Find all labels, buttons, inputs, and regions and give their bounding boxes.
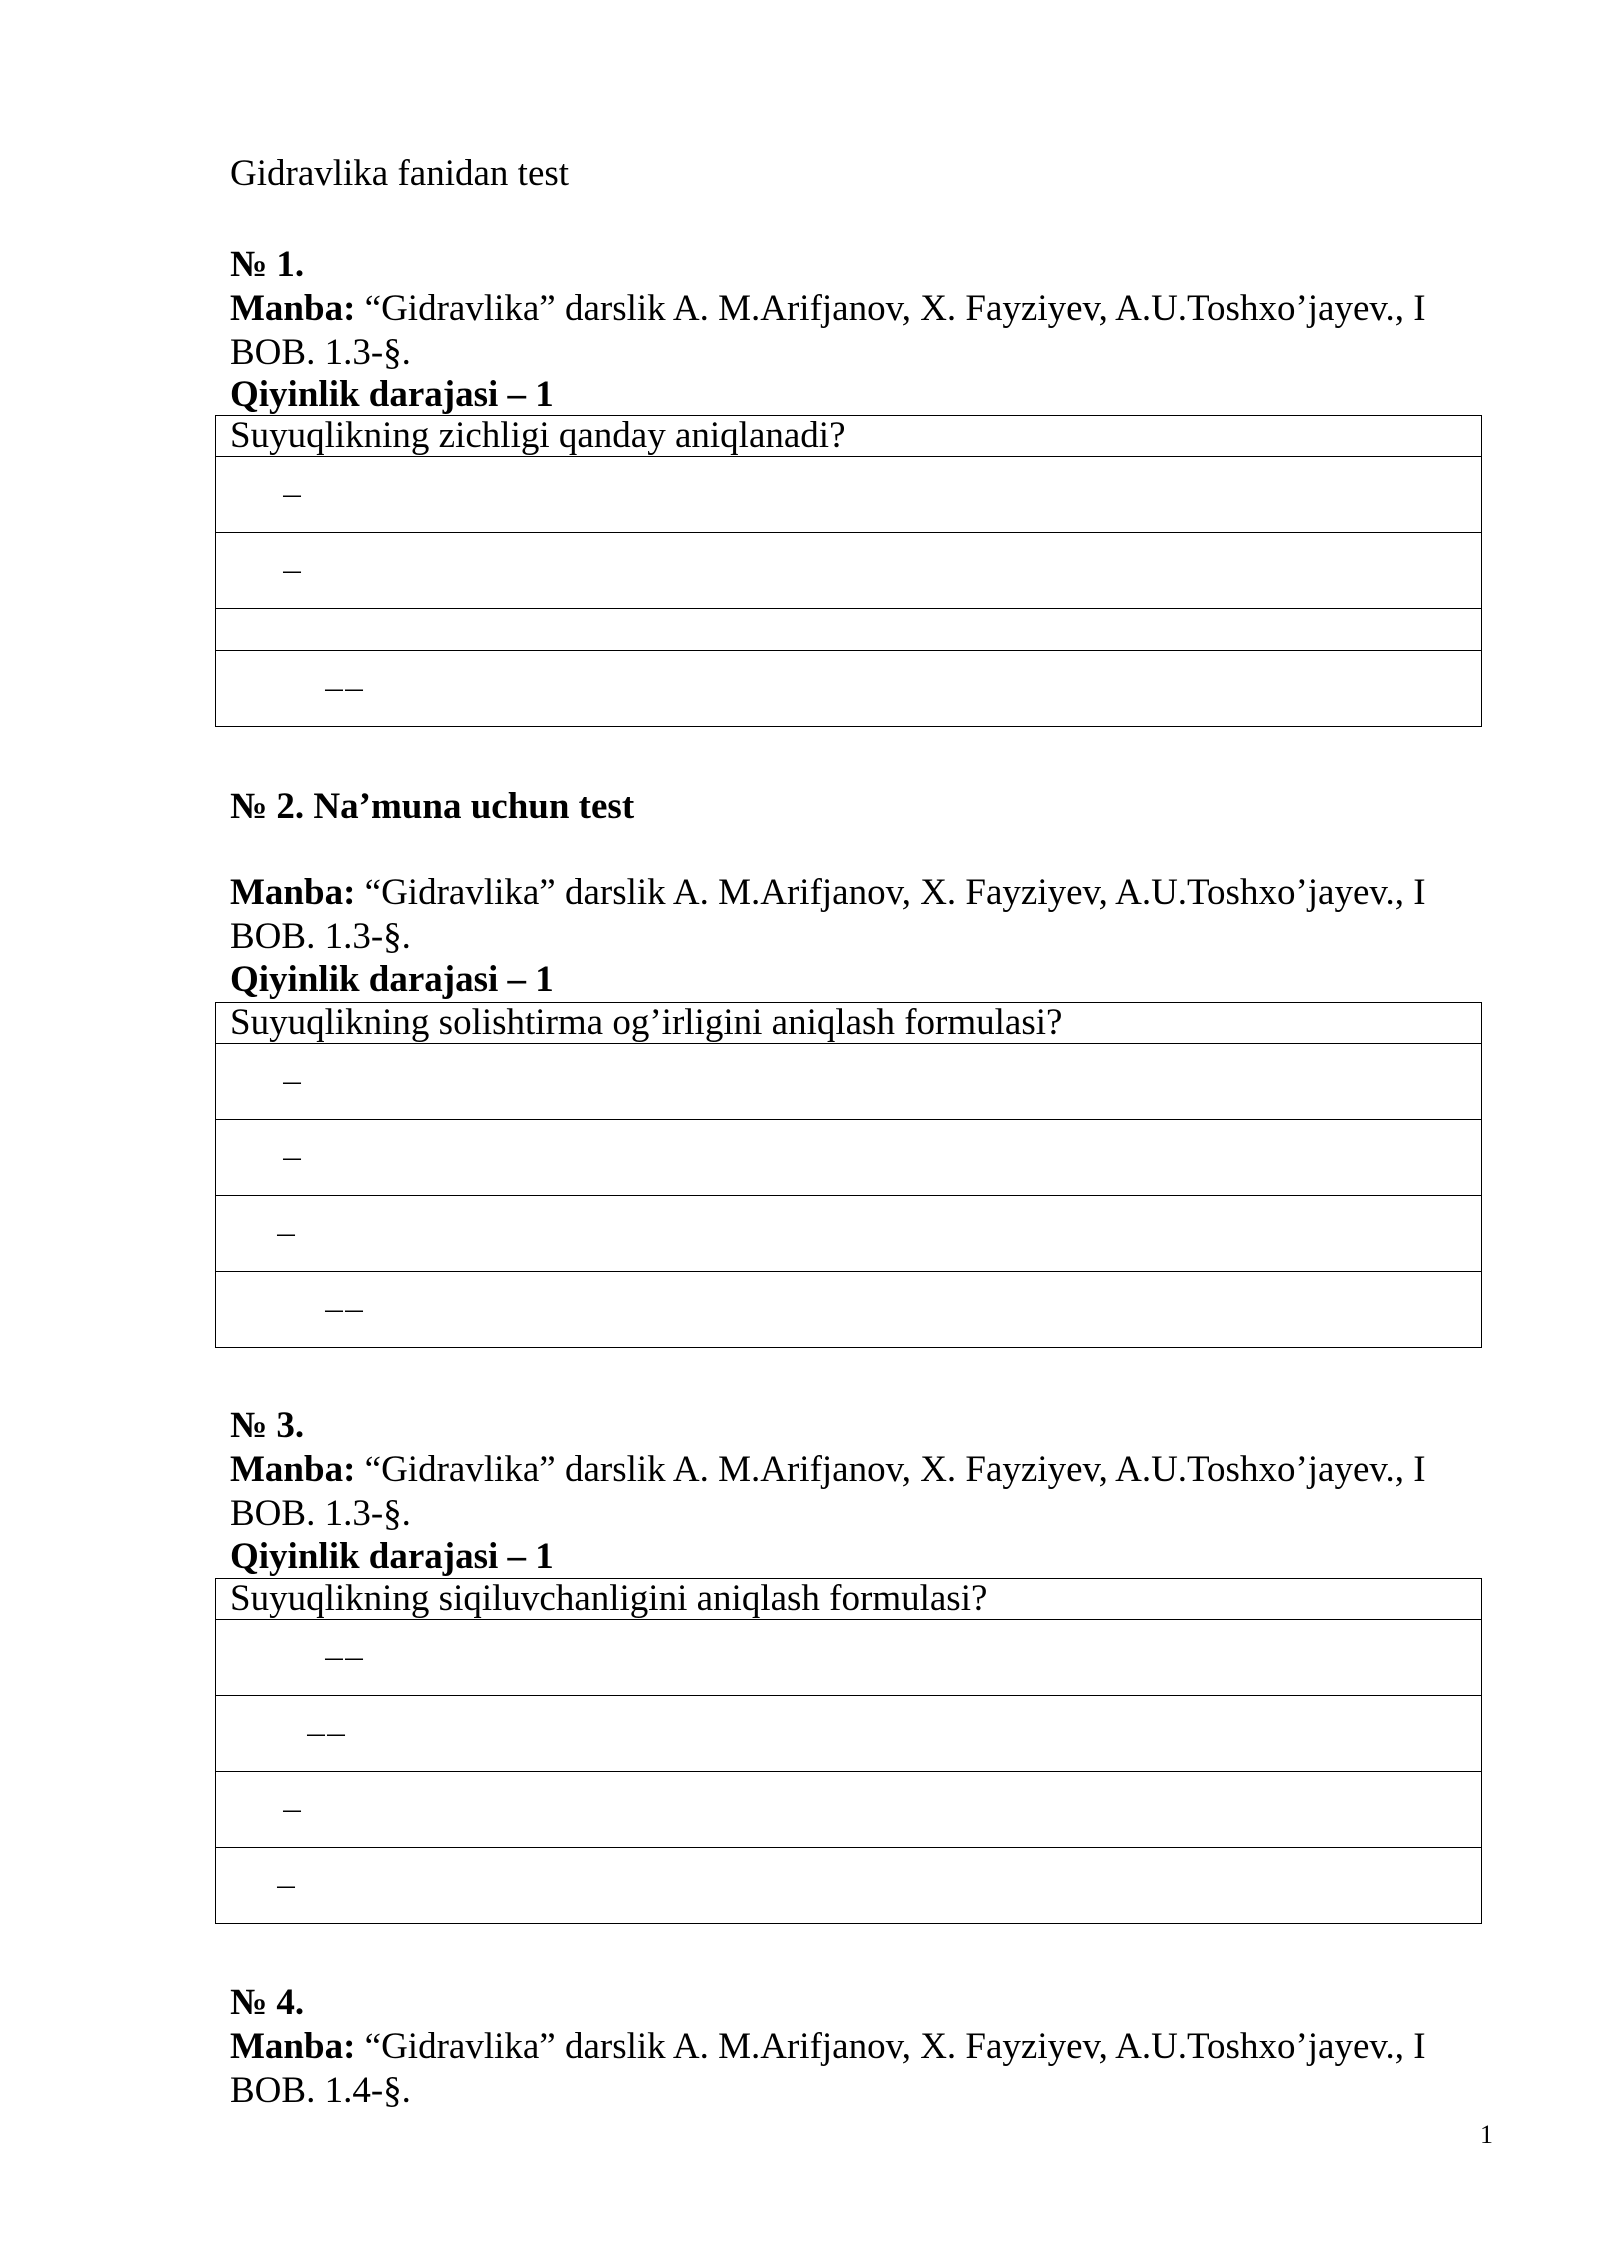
answer-option xyxy=(216,533,1482,609)
document-title: Gidravlika fanidan test xyxy=(230,153,570,194)
formula-placeholder: — xyxy=(282,483,302,507)
answer-option xyxy=(216,651,1482,727)
page-number: 1 xyxy=(1480,2120,1493,2149)
formula-placeholder: — xyxy=(276,1874,296,1898)
answer-table xyxy=(215,415,1482,727)
answer-option xyxy=(216,1120,1482,1196)
difficulty-level: Qiyinlik darajasi – 1 xyxy=(230,959,554,1000)
formula-placeholder: — xyxy=(282,559,302,583)
source-line-continued: BOB. 1.3-§. xyxy=(230,332,411,373)
answer-option xyxy=(216,609,1482,651)
answer-option xyxy=(216,1196,1482,1272)
question-number: № 2. Na’muna uchun test xyxy=(230,786,635,827)
source-label: Manba: xyxy=(230,2026,356,2067)
formula-placeholder: — xyxy=(276,1222,296,1246)
question-number: № 3. xyxy=(230,1405,305,1446)
answer-table xyxy=(215,1002,1482,1348)
source-text: “Gidravlika” darslik A. M.Arifjanov, X. Fayziyev, A.U.Toshxo’jayev., I xyxy=(364,1449,1426,1490)
source-line-continued: BOB. 1.3-§. xyxy=(230,1493,411,1534)
source-line xyxy=(230,1448,1482,1492)
formula-placeholder: — xyxy=(282,1798,302,1822)
answer-option xyxy=(216,457,1482,533)
answer-table xyxy=(215,1578,1482,1924)
source-line-continued: BOB. 1.4-§. xyxy=(230,2070,411,2111)
question-text: Suyuqlikning solishtirma og’irligini aniqlash formulasi? xyxy=(216,1003,1482,1044)
source-line-continued: BOB. 1.3-§. xyxy=(230,916,411,957)
answer-option xyxy=(216,1044,1482,1120)
question-number: № 1. xyxy=(230,244,305,285)
answer-option xyxy=(216,1772,1482,1848)
source-label: Manba: xyxy=(230,1449,356,1490)
source-line xyxy=(230,2025,1482,2069)
question-text: Suyuqlikning zichligi qanday aniqlanadi? xyxy=(216,416,1482,457)
source-label: Manba: xyxy=(230,872,356,913)
source-line xyxy=(230,287,1482,331)
source-line xyxy=(230,871,1482,915)
answer-option xyxy=(216,1696,1482,1772)
formula-placeholder: — xyxy=(282,1070,302,1094)
question-number: № 4. xyxy=(230,1982,305,2023)
question-text: Suyuqlikning siqiluvchanligini aniqlash formulasi? xyxy=(216,1579,1482,1620)
answer-option xyxy=(216,1620,1482,1696)
source-text: “Gidravlika” darslik A. M.Arifjanov, X. Fayziyev, A.U.Toshxo’jayev., I xyxy=(364,288,1426,329)
source-text: “Gidravlika” darslik A. M.Arifjanov, X. Fayziyev, A.U.Toshxo’jayev., I xyxy=(364,2026,1426,2067)
source-text: “Gidravlika” darslik A. M.Arifjanov, X. Fayziyev, A.U.Toshxo’jayev., I xyxy=(364,872,1426,913)
formula-placeholder: —— xyxy=(324,1298,364,1322)
difficulty-level: Qiyinlik darajasi – 1 xyxy=(230,374,554,415)
source-label: Manba: xyxy=(230,288,356,329)
formula-placeholder: —— xyxy=(306,1722,346,1746)
formula-placeholder: —— xyxy=(324,677,364,701)
difficulty-level: Qiyinlik darajasi – 1 xyxy=(230,1536,554,1577)
answer-option xyxy=(216,1272,1482,1348)
formula-placeholder: — xyxy=(282,1146,302,1170)
answer-option xyxy=(216,1848,1482,1924)
formula-placeholder: —— xyxy=(324,1646,364,1670)
